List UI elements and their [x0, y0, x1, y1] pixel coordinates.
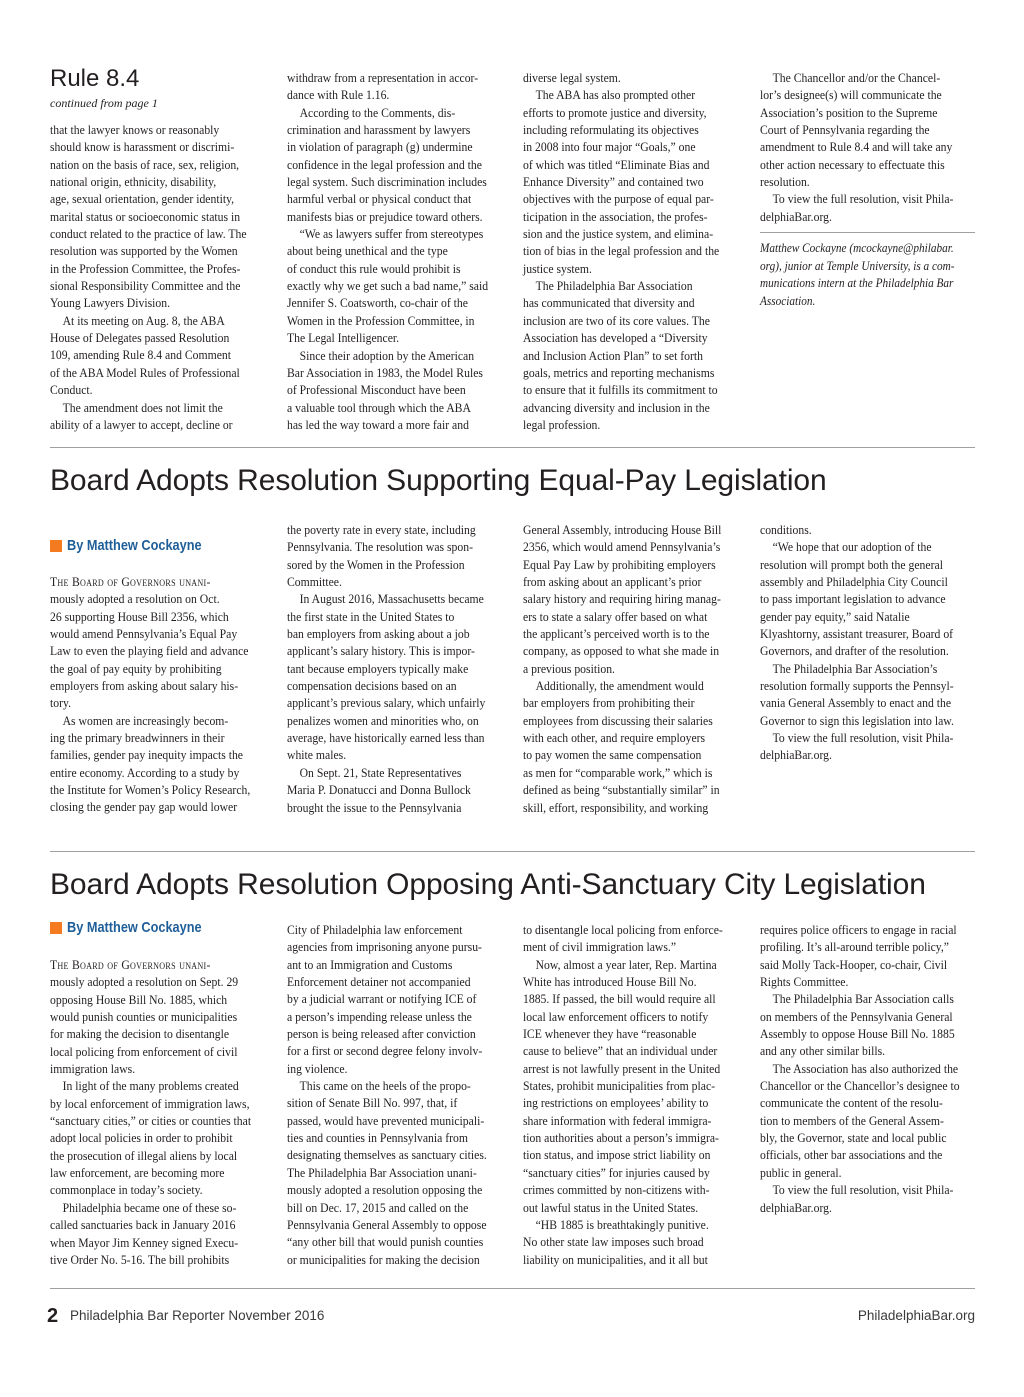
text-line: tory. [50, 695, 72, 711]
text-line: tant because employers typically make [287, 660, 469, 676]
section-divider [50, 447, 975, 448]
publication-name: Philadelphia Bar Reporter November 2016 [70, 1308, 325, 1323]
text-line: tion of bias in the legal profession and the [523, 243, 720, 259]
article-column [760, 921, 974, 1216]
article-title: Rule 8.4 [50, 65, 140, 92]
paragraph [760, 1181, 974, 1216]
text-line: The amendment does not limit the [62, 399, 223, 415]
text-line: salary history and requiring hiring manag- [523, 591, 721, 607]
text-line: tive Order No. 5-16. The bill prohibits [50, 1251, 230, 1267]
text-line: the poverty rate in every state, including [287, 522, 476, 537]
text-line: national origin, ethnicity, disability, [50, 174, 217, 190]
text-line: confidence in the legal profession and the [287, 156, 482, 172]
text-line: conduct related to the practice of law. The [50, 226, 247, 242]
paragraph [760, 729, 974, 764]
text-line: marital status or socioeconomic status in [50, 208, 241, 224]
article-column [287, 521, 501, 816]
paragraph [760, 521, 974, 538]
text-line: “any other bill that would punish counties [287, 1234, 484, 1250]
paragraph [287, 921, 501, 1077]
text-line: average, have historically earned less than [287, 730, 485, 746]
text-line: Chancellor or the Chancellor’s designee to [760, 1078, 960, 1094]
text-line: would amend Pennsylvania’s Equal Pay [50, 626, 238, 642]
text-line: Pennsylvania General Assembly to oppose [287, 1216, 487, 1232]
text-line: efforts to promote justice and diversity, [523, 104, 707, 120]
paragraph [287, 590, 501, 763]
text-line: tion authorities about a person’s immigra- [523, 1130, 719, 1146]
text-line: House of Delegates passed Resolution [50, 330, 230, 346]
text-line: the prosecution of illegal aliens by local [50, 1147, 238, 1163]
article-headline: Board Adopts Resolution Opposing Anti-Sanctuary City Legislation [50, 868, 926, 901]
text-line: Rights Committee. [760, 974, 849, 990]
text-line: by local enforcement of immigration laws, [50, 1095, 250, 1111]
text-line: by a judicial warrant or notifying ICE of [287, 991, 477, 1007]
paragraph [760, 660, 974, 729]
text-line: As women are increasingly becom- [62, 712, 229, 728]
text-line: would punish counties or municipalities [50, 1009, 238, 1025]
text-line: resolution was supported by the Women [50, 243, 238, 259]
paragraph [287, 104, 501, 225]
text-line: for making the decision to disentangle [50, 1026, 230, 1042]
text-line: should know is harassment or discrimi- [50, 139, 235, 155]
text-line: mously adopted a resolution opposing the [287, 1182, 483, 1198]
text-line: ticipation in the association, the profes- [523, 208, 708, 224]
text-line: delphiaBar.org. [760, 747, 832, 763]
text-line: The Philadelphia Bar Association [535, 278, 693, 294]
text-line: penalizes women and minorities who, on [287, 712, 479, 728]
text-line: when Mayor Jim Kenney signed Execu- [50, 1234, 239, 1250]
article-column [50, 956, 264, 1268]
paragraph [523, 956, 737, 1216]
text-line: from asking about an applicant’s prior [523, 574, 702, 590]
paragraph [523, 277, 737, 433]
text-line: The Philadelphia Bar Association calls [772, 991, 954, 1007]
bio-line: org), junior at Temple University, is a com- [760, 258, 955, 273]
text-line: States, prohibit municipalities from plac- [523, 1078, 716, 1094]
text-line: Assembly to oppose House Bill No. 1885 [760, 1026, 955, 1042]
text-line: sition of Senate Bill No. 997, that, if [287, 1095, 458, 1111]
article-column [523, 69, 737, 433]
text-line: a previous position. [523, 660, 615, 676]
article-column [50, 121, 264, 433]
text-line: of conduct this rule would prohibit is [287, 260, 461, 276]
text-line: employers from asking about salary his- [50, 678, 239, 694]
text-line: liability on municipalities, and it all but [523, 1251, 708, 1267]
paragraph [760, 921, 974, 990]
text-line: The Philadelphia Bar Association unani- [287, 1164, 477, 1180]
text-line: The Chancellor and/or the Chancel- [772, 70, 941, 85]
text-line: Association’s position to the Supreme [760, 104, 938, 120]
text-line: about being unethical and the type [287, 243, 448, 259]
text-line: Maria P. Donatucci and Donna Bullock [287, 782, 471, 798]
article-column [523, 921, 737, 1268]
text-line: City of Philadelphia law enforcement [287, 922, 463, 937]
text-line: On Sept. 21, State Representatives [299, 764, 462, 780]
text-line: families, gender pay inequity impacts the [50, 747, 243, 763]
text-line: of the ABA Model Rules of Professional [50, 364, 240, 380]
text-line: withdraw from a representation in accor- [287, 70, 479, 85]
text-line: ant to an Immigration and Customs [287, 956, 453, 972]
text-line: other action necessary to effectuate this [760, 156, 945, 172]
text-line: Enhance Diversity” and contained two [523, 174, 704, 190]
text-line: tion to members of the General Assem- [760, 1112, 944, 1128]
text-line: The Board of Governors unani- [50, 574, 211, 589]
text-line: Court of Pennsylvania regarding the [760, 122, 930, 138]
text-line: the Institute for Women’s Policy Research, [50, 782, 251, 798]
byline-text: By Matthew Cockayne [67, 537, 202, 554]
paragraph [50, 1077, 264, 1198]
text-line: person is being released after conviction [287, 1026, 476, 1042]
text-line: delphiaBar.org. [760, 1199, 832, 1215]
text-line: agencies from imprisoning anyone pursu- [287, 939, 482, 955]
text-line: resolution. [760, 174, 810, 190]
text-line: Governors, and drafter of the resolution. [760, 643, 949, 659]
text-line: ability of a lawyer to accept, decline or [50, 416, 233, 432]
text-line: profiling. It’s all-around terrible policy,” [760, 939, 949, 955]
text-line: closing the gender pay gap would lower [50, 799, 238, 815]
text-line: immigration laws. [50, 1061, 136, 1077]
text-line: brought the issue to the Pennsylvania [287, 799, 462, 815]
text-line: the applicant’s perceived worth is to the [523, 626, 710, 642]
text-line: requires police officers to engage in racial [760, 922, 957, 937]
byline [50, 918, 250, 938]
text-line: entire economy. According to a study by [50, 764, 240, 780]
text-line: and any other similar bills. [760, 1043, 886, 1059]
text-line: of which was titled “Eliminate Bias and [523, 156, 710, 172]
text-line: harmful verbal or physical conduct that [287, 191, 472, 207]
text-line: conditions. [760, 522, 812, 537]
text-line: Jennifer S. Coatsworth, co-chair of the [287, 295, 468, 311]
text-line: manifests bias or prejudice toward others. [287, 208, 483, 224]
section-divider [50, 851, 975, 852]
paragraph [287, 347, 501, 434]
text-line: age, sexual orientation, gender identity, [50, 191, 235, 207]
article-column [760, 521, 974, 764]
text-line: to ensure that it fulfills its commitment to [523, 382, 718, 398]
text-line: the first state in the United States to [287, 608, 455, 624]
text-line: officials, other bar associations and the [760, 1147, 943, 1163]
text-line: “We hope that our adoption of the [772, 539, 932, 555]
paragraph [287, 521, 501, 590]
text-line: of Professional Misconduct have been [287, 382, 466, 398]
text-line: vania General Assembly to enact and the [760, 695, 952, 711]
text-line: has communicated that diversity and [523, 295, 695, 311]
text-line: a valuable tool through which the ABA [287, 399, 471, 415]
text-line: According to the Comments, dis- [299, 104, 456, 120]
text-line: defined as being “substantially similar” in [523, 782, 720, 798]
text-line: To view the full resolution, visit Phila- [772, 191, 954, 207]
text-line: resolution formally supports the Pennsyl- [760, 678, 954, 694]
paragraph [50, 1199, 264, 1268]
text-line: General Assembly, introducing House Bill [523, 522, 722, 537]
text-line: Pennsylvania. The resolution was spon- [287, 539, 473, 555]
text-line: white males. [287, 747, 347, 763]
text-line: Since their adoption by the American [299, 347, 475, 363]
text-line: legal profession. [523, 416, 601, 432]
text-line: Additionally, the amendment would [535, 678, 704, 694]
text-line: public in general. [760, 1164, 842, 1180]
text-line: to disentangle local policing from enforce- [523, 922, 723, 937]
text-line: local law enforcement officers to notify [523, 1008, 709, 1024]
text-line: commonplace in today’s society. [50, 1182, 203, 1198]
paragraph [523, 69, 737, 86]
bio-line: Matthew Cockayne (mcockayne@philabar. [760, 241, 954, 255]
text-line: called sanctuaries back in January 2016 [50, 1217, 236, 1233]
text-line: amendment to Rule 8.4 and will take any [760, 139, 953, 155]
text-line: Philadelphia became one of these so- [62, 1199, 237, 1215]
text-line: on members of the Pennsylvania General [760, 1008, 953, 1024]
text-line: opposing House Bill No. 1885, which [50, 991, 228, 1007]
text-line: cause to believe” that an individual under [523, 1043, 718, 1059]
text-line: ing the primary breadwinners in their [50, 730, 225, 746]
paragraph [760, 190, 974, 225]
article-column [760, 69, 974, 225]
text-line: lor’s designee(s) will communicate the [760, 87, 942, 103]
text-line: nation on the basis of race, sex, religion, [50, 156, 240, 172]
paragraph [523, 521, 737, 677]
page-number: 2 [47, 1305, 59, 1327]
orange-square-icon [50, 922, 62, 934]
paragraph [50, 712, 264, 816]
text-line: gender pay equity,” said Natalie [760, 608, 910, 624]
byline [50, 536, 250, 556]
text-line: to pass important legislation to advance [760, 591, 946, 607]
text-line: ban employers from asking about a job [287, 626, 470, 642]
paragraph [287, 69, 501, 104]
bio-divider [760, 232, 975, 233]
byline-text: By Matthew Cockayne [67, 919, 202, 936]
text-line: ment of civil immigration laws.” [523, 939, 677, 955]
text-line: arrest is not lawfully present in the United [523, 1060, 721, 1076]
text-line: that the lawyer knows or reasonably [50, 122, 220, 137]
text-line: sional Responsibility Committee and the [50, 278, 241, 294]
article-headline: Board Adopts Resolution Supporting Equal-Pay Legislation [50, 464, 827, 497]
footer-divider [50, 1288, 975, 1289]
text-line: assembly and Philadelphia City Council [760, 574, 948, 590]
text-line: crimination and harassment by lawyers [287, 122, 471, 138]
paragraph [50, 312, 264, 399]
paragraph [760, 538, 974, 659]
text-line: Equal Pay Law by prohibiting employers [523, 556, 716, 572]
paragraph [287, 1077, 501, 1268]
text-line: for a first or second degree felony involv- [287, 1043, 483, 1059]
text-line: ICE whenever they have “reasonable [523, 1026, 697, 1042]
paragraph [523, 86, 737, 277]
text-line: share information with federal immigra- [523, 1112, 712, 1128]
article-column [287, 69, 501, 433]
text-line: ers to state a salary offer based on what [523, 608, 708, 624]
text-line: or municipalities for making the decision [287, 1251, 480, 1267]
text-line: communicate the content of the resolu- [760, 1095, 943, 1111]
text-line: law enforcement, are becoming more [50, 1165, 225, 1181]
text-line: ing violence. [287, 1060, 348, 1076]
text-line: with each other, and require employers [523, 730, 706, 746]
text-line: out lawful status in the United States. [523, 1199, 699, 1215]
text-line: Women in the Profession Committee, in [287, 312, 475, 328]
text-line: applicant’s previous salary, which unfairly [287, 695, 486, 711]
text-line: inclusion are two of its core values. The [523, 312, 710, 328]
text-line: as men for “comparable work,” which is [523, 764, 713, 780]
text-line: in violation of paragraph (g) undermine [287, 139, 473, 155]
text-line: Law to even the playing field and advance [50, 643, 249, 659]
paragraph [50, 399, 264, 434]
website: PhiladelphiaBar.org [857, 1308, 975, 1323]
text-line: Bar Association in 1983, the Model Rules [287, 364, 483, 380]
text-line: 109, amending Rule 8.4 and Comment [50, 347, 232, 363]
text-line: bar employers from prohibiting their [523, 695, 695, 711]
continued-note: continued from page 1 [50, 96, 158, 110]
text-line: the goal of pay equity by prohibiting [50, 660, 222, 676]
text-line: At its meeting on Aug. 8, the ABA [62, 312, 225, 328]
text-line: White has introduced House Bill No. [523, 974, 697, 990]
text-line: compensation decisions based on an [287, 678, 457, 694]
text-line: “sanctuary cities” for injuries caused by [523, 1164, 710, 1180]
paragraph [50, 573, 264, 712]
paragraph [287, 764, 501, 816]
text-line: “sanctuary cities,” or cities or counties that [50, 1113, 252, 1129]
paragraph [50, 121, 264, 312]
text-line: passed, would have prevented municipali- [287, 1112, 485, 1128]
text-line: In light of the many problems created [62, 1078, 239, 1094]
text-line: in the Profession Committee, the Profes- [50, 260, 241, 276]
text-line: justice system. [523, 260, 592, 276]
text-line: exactly why we get such a bad name,” said [287, 278, 489, 294]
text-line: To view the full resolution, visit Phila- [772, 730, 954, 746]
text-line: sored by the Women in the Profession [287, 556, 465, 572]
text-line: In August 2016, Massachusetts became [299, 591, 484, 607]
bio-line: Association. [760, 293, 816, 308]
author-bio [760, 240, 974, 310]
paragraph [760, 69, 974, 190]
text-line: skill, effort, responsibility, and working [523, 799, 709, 815]
text-line: sion and the justice system, and elimina- [523, 226, 714, 242]
text-line: applicant’s salary history. This is impor- [287, 643, 475, 659]
paragraph [523, 1216, 737, 1268]
article-column [287, 921, 501, 1268]
text-line: in 2008 into four major “Goals,” one [523, 139, 696, 155]
text-line: dance with Rule 1.16. [287, 87, 390, 103]
text-line: Association has developed a “Diversity [523, 330, 708, 346]
text-line: and Inclusion Action Plan” to set forth [523, 347, 704, 363]
paragraph [287, 225, 501, 346]
text-line: including reformulating its objectives [523, 122, 699, 138]
text-line: to pay women the same compensation [523, 747, 702, 763]
text-line: Now, almost a year later, Rep. Martina [535, 956, 717, 972]
text-line: designating themselves as sanctuary cities. [287, 1147, 487, 1163]
text-line: 2356, which would amend Pennsylvania’s [523, 539, 721, 555]
text-line: resolution will prompt both the general [760, 556, 943, 572]
text-line: The Philadelphia Bar Association’s [772, 660, 938, 676]
text-line: Committee. [287, 574, 342, 590]
text-line: has led the way toward a more fair and [287, 416, 469, 432]
paragraph [760, 990, 974, 1059]
text-line: advancing diversity and inclusion in the [523, 399, 710, 415]
text-line: employees from discussing their salaries [523, 712, 713, 728]
text-line: Klyashtorny, assistant treasurer, Board of [760, 626, 954, 642]
text-line: mously adopted a resolution on Oct. [50, 591, 220, 607]
text-line: The Legal Intelligencer. [287, 330, 400, 346]
text-line: 26 supporting House Bill 2356, which [50, 608, 229, 624]
text-line: The Association has also authorized the [772, 1060, 959, 1076]
paragraph [760, 1060, 974, 1181]
text-line: company, as opposed to what she made in [523, 643, 720, 659]
orange-square-icon [50, 540, 62, 552]
paragraph [50, 956, 264, 1077]
text-line: No other state law imposes such broad [523, 1234, 704, 1250]
text-line: Conduct. [50, 382, 93, 398]
text-line: delphiaBar.org. [760, 208, 832, 224]
text-line: a person’s impending release unless the [287, 1008, 472, 1024]
text-line: bly, the Governor, state and local public [760, 1130, 947, 1146]
text-line: adopt local policies in order to prohibit [50, 1130, 233, 1146]
text-line: said Molly Tack-Hooper, co-chair, Civil [760, 956, 948, 972]
text-line: goals, metrics and reporting mechanisms [523, 364, 715, 380]
text-line: The Board of Governors unani- [50, 957, 211, 972]
article-column [50, 573, 264, 816]
text-line: diverse legal system. [523, 70, 621, 85]
text-line: tion status, and impose strict liability on [523, 1147, 711, 1163]
text-line: To view the full resolution, visit Phila- [772, 1182, 954, 1198]
paragraph [523, 677, 737, 816]
text-line: bill on Dec. 17, 2015 and called on the [287, 1199, 469, 1215]
text-line: objectives with the purpose of equal par- [523, 191, 714, 207]
text-line: mously adopted a resolution on Sept. 29 [50, 974, 239, 990]
text-line: Enforcement detainer not accompanied [287, 974, 471, 990]
text-line: crimes committed by non-citizens with- [523, 1182, 710, 1198]
paragraph [523, 921, 737, 956]
text-line: ing restrictions on employees’ ability to [523, 1095, 709, 1111]
text-line: Governor to sign this legislation into law. [760, 712, 954, 728]
text-line: 1885. If passed, the bill would require all [523, 991, 716, 1007]
text-line: The ABA has also prompted other [535, 87, 696, 103]
text-line: “We as lawyers suffer from stereotypes [299, 226, 484, 242]
text-line: “HB 1885 is breathtakingly punitive. [535, 1216, 709, 1232]
bio-line: munications intern at the Philadelphia Bar [760, 276, 954, 290]
text-line: local policing from enforcement of civil [50, 1043, 238, 1059]
text-line: Young Lawyers Division. [50, 295, 171, 311]
text-line: ties and counties in Pennsylvania from [287, 1130, 468, 1146]
text-line: legal system. Such discrimination includes [287, 174, 487, 190]
article-column [523, 521, 737, 816]
text-line: This came on the heels of the propo- [299, 1078, 471, 1094]
